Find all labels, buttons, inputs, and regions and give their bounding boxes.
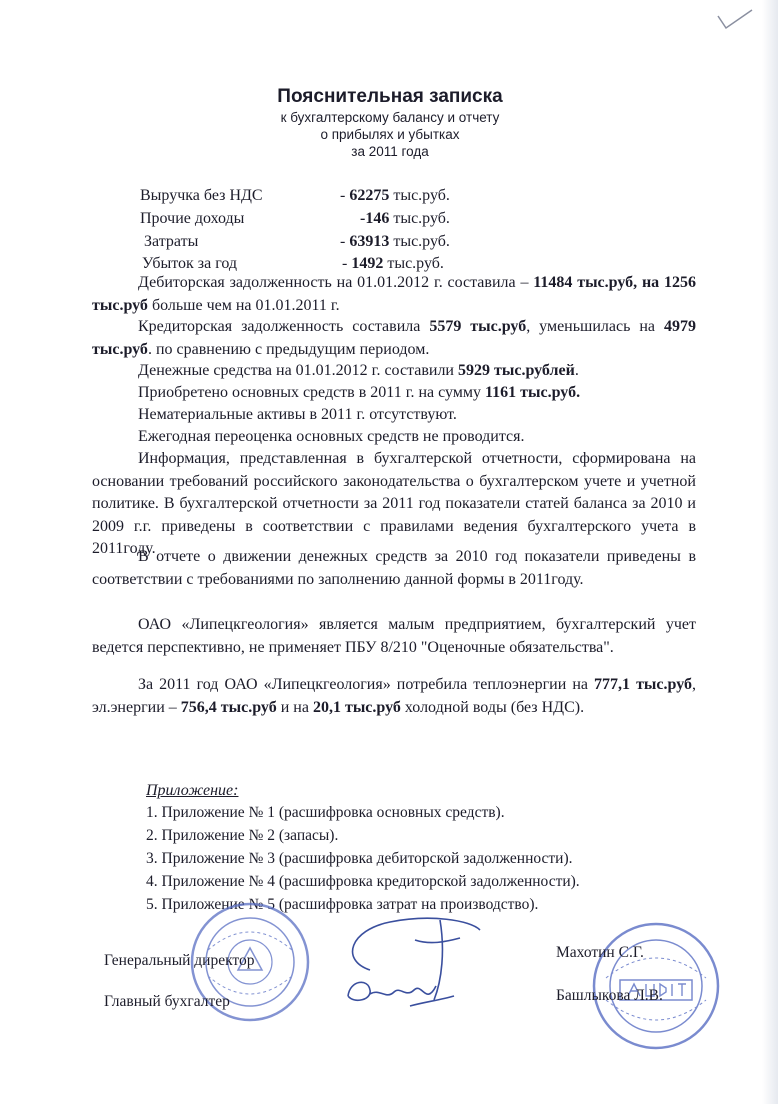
subtitle-line: за 2011 года bbox=[351, 144, 429, 159]
subtitle-line: о прибылях и убытках bbox=[320, 127, 460, 142]
signature-role: Главный бухгалтер bbox=[104, 993, 230, 1010]
summary-prefix: - bbox=[342, 255, 352, 272]
signature-name: Махотин С.Г. bbox=[556, 944, 644, 961]
document-title: Пояснительная записка bbox=[277, 86, 503, 107]
intangible-assets-line: Нематериальные активы в 2011 г. отсутствуют. bbox=[138, 406, 457, 423]
summary-unit: тыс.руб. bbox=[389, 187, 450, 204]
signature-name: Башлыкова Л.В. bbox=[556, 987, 663, 1004]
summary-label: Затраты bbox=[144, 233, 199, 250]
appendix-item: 1. Приложение № 1 (расшифровка основных средств). bbox=[146, 804, 505, 821]
summary-label: Прочие доходы bbox=[140, 210, 245, 227]
appendix-item: 5. Приложение № 5 (расшифровка затрат на производство). bbox=[146, 896, 539, 913]
small-enterprise-paragraph: ОАО «Липецкгеология» является малым предприятием, бухгалтерский учет ведется перспективно, не применяет ПБУ 8/210 "Оценочные обязательства". bbox=[92, 616, 696, 656]
information-paragraph: Информация, представленная в бухгалтерской отчетности, сформирована на основании требований российского законодательства о бухгалтерском учете и учетной политике. В бухгалтерской отчетности за 2011 год показатели статей баланса за 2010 и 2009 г.г. приведены в соответствии с правилами ведения бухгалтерского учета в 2011году. bbox=[92, 450, 696, 557]
appendix-heading: Приложение: bbox=[146, 782, 239, 799]
subtitle-line: к бухгалтерскому балансу и отчету bbox=[280, 110, 500, 125]
summary-unit: тыс.руб. bbox=[383, 255, 444, 272]
check-mark-icon bbox=[712, 6, 758, 30]
accountant-signature-icon bbox=[340, 966, 460, 1016]
receivables-paragraph: Дебиторская задолженность на 01.01.2012 г. составила – 11484 тыс.руб, на 1256 тыс.руб больше чем на 01.01.2011 г. bbox=[92, 274, 697, 314]
signature-role: Генеральный директор bbox=[104, 952, 255, 969]
fixed-assets-line: Приобретено основных средств в 2011 г. на сумму 1161 тыс.руб. bbox=[138, 384, 581, 401]
appendix-item: 4. Приложение № 4 (расшифровка кредиторской задолженности). bbox=[146, 873, 580, 890]
summary-value: 62275 bbox=[349, 187, 390, 204]
summary-value: 1492 bbox=[351, 255, 384, 272]
summary-prefix: - bbox=[340, 233, 350, 250]
revaluation-line: Ежегодная переоценка основных средств не проводится. bbox=[138, 428, 525, 445]
summary-unit: тыс.руб. bbox=[389, 210, 450, 227]
appendix-item: 3. Приложение № 3 (расшифровка дебиторской задолженности). bbox=[146, 850, 573, 867]
page-edge-shadow bbox=[762, 0, 778, 1104]
summary-label: Выручка без НДС bbox=[140, 187, 263, 204]
summary-prefix: - bbox=[340, 187, 350, 204]
auditor-seal-icon bbox=[590, 920, 722, 1052]
summary-label: Убыток за год bbox=[142, 255, 238, 272]
cash-line: Денежные средства на 01.01.2012 г. составили 5929 тыс.рублей. bbox=[138, 362, 579, 379]
payables-paragraph: Кредиторская задолженность составила 5579 тыс.руб, уменьшилась на 4979 тыс.руб. по сравнению с предыдущим периодом. bbox=[92, 318, 696, 358]
cashflow-paragraph: В отчете о движении денежных средств за 2010 год показатели приведены в соответствии с требованиями по заполнению данной формы в 2011году. bbox=[92, 548, 696, 588]
appendix-item: 2. Приложение № 2 (запасы). bbox=[146, 827, 339, 844]
energy-paragraph: За 2011 год ОАО «Липецкгеология» потребила теплоэнергии на 777,1 тыс.руб, эл.энергии – 756,4 тыс.руб и на 20,1 тыс.руб холодной воды (без НДС). bbox=[92, 676, 696, 716]
summary-value: 63913 bbox=[349, 233, 390, 250]
summary-value: -146 bbox=[360, 210, 390, 227]
summary-unit: тыс.руб. bbox=[389, 233, 450, 250]
